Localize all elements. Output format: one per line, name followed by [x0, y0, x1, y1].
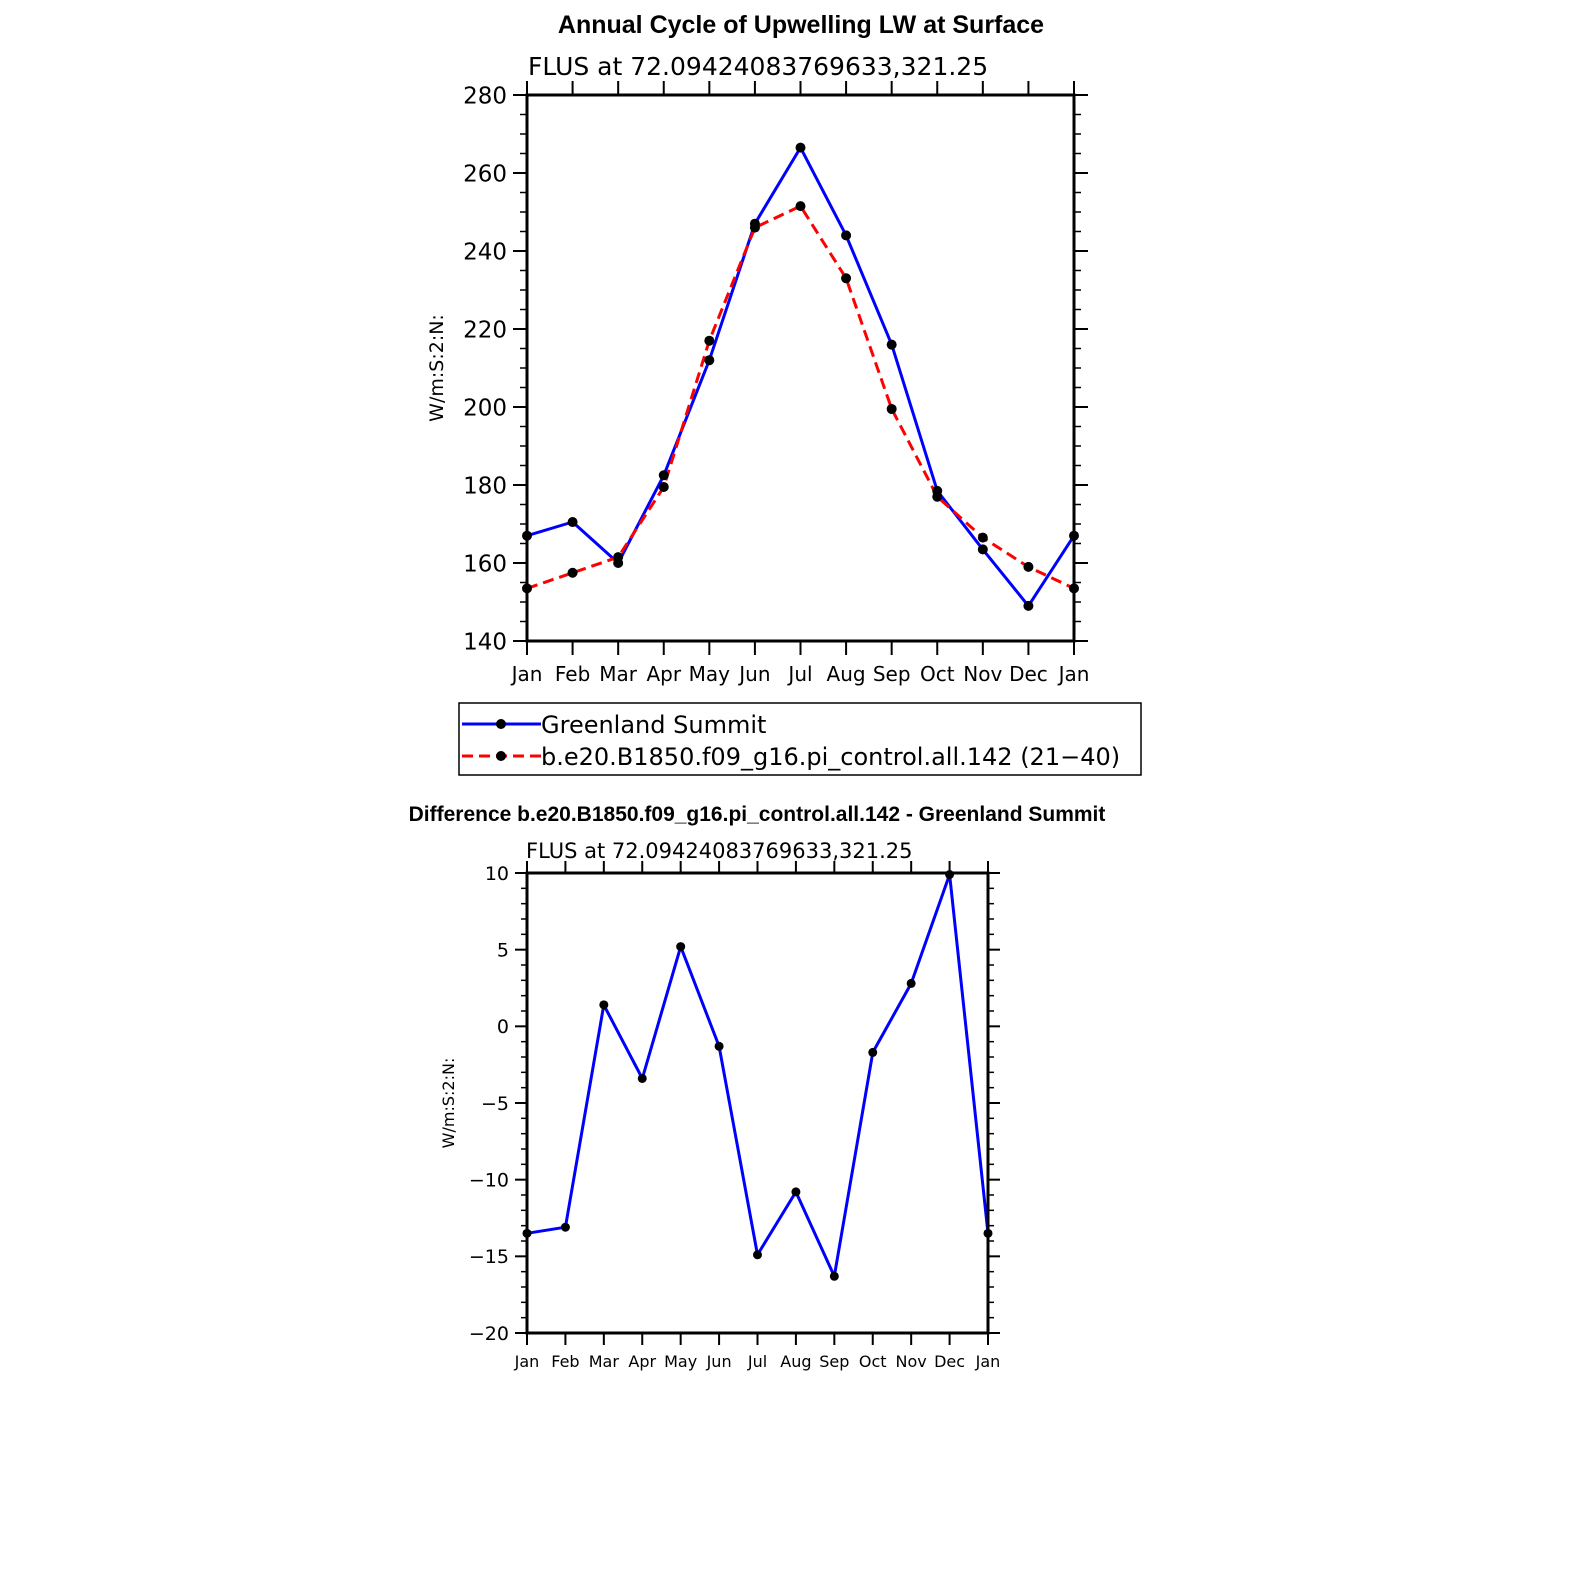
x-tick-label: Apr	[628, 1352, 657, 1371]
series-0-point	[568, 517, 578, 527]
series-0-point	[599, 1000, 608, 1009]
y-tick-label: 260	[463, 161, 507, 188]
series-0-point	[887, 340, 897, 350]
series-0-point	[841, 230, 851, 240]
x-tick-label: Jan	[511, 662, 543, 686]
y-tick-label: −15	[468, 1246, 509, 1269]
series-1-point	[704, 336, 714, 346]
x-tick-label: Apr	[646, 662, 682, 686]
chart-1-title: Annual Cycle of Upwelling LW at Surface	[557, 11, 1045, 39]
chart-1	[426, 11, 1141, 775]
series-line-1	[527, 206, 1074, 588]
x-tick-label: Aug	[780, 1352, 812, 1371]
y-tick-label: −10	[468, 1169, 509, 1192]
x-tick-label: Feb	[551, 1352, 580, 1371]
x-tick-label: Mar	[599, 662, 638, 686]
chart-1-y-axis-label: W/m:S:2:N:	[426, 314, 448, 422]
series-0-point	[978, 544, 988, 554]
chart-1-x-tick-labels	[510, 662, 1090, 686]
y-tick-label: −5	[480, 1092, 509, 1115]
y-tick-label: 280	[463, 83, 507, 110]
chart-1-subtitle: FLUS at 72.09424083769633,321.25	[528, 52, 989, 81]
series-0-point	[561, 1223, 570, 1232]
x-tick-label: Jun	[739, 662, 771, 686]
y-tick-label: 240	[463, 239, 507, 266]
series-1-point	[568, 568, 578, 578]
series-line-0	[527, 148, 1074, 606]
legend-label-control-run: b.e20.B1850.f09_g16.pi_control.all.142 (21−40)	[541, 743, 1121, 771]
x-tick-label: Nov	[895, 1352, 927, 1371]
x-tick-label: Aug	[826, 662, 866, 686]
legend-entry-control-run	[462, 743, 1120, 771]
y-tick-label: 160	[463, 551, 507, 578]
chart-2-series	[523, 870, 993, 1281]
x-tick-label: Feb	[554, 662, 591, 686]
y-tick-label: 140	[463, 629, 507, 656]
series-1-point	[932, 492, 942, 502]
series-1-point	[887, 404, 897, 414]
chart-1-legend	[459, 703, 1141, 775]
series-1-point	[796, 201, 806, 211]
series-0-point	[796, 143, 806, 153]
series-1-point	[750, 223, 760, 233]
chart-2-title: Difference b.e20.B1850.f09_g16.pi_control.all.142 - Greenland Summit	[408, 803, 1106, 826]
y-tick-label: 0	[496, 1016, 509, 1039]
y-tick-label: 200	[463, 395, 507, 422]
x-tick-label: Sep	[819, 1352, 850, 1371]
x-tick-label: Nov	[963, 662, 1003, 686]
y-tick-label: 5	[496, 939, 509, 962]
chart-2-plot-frame	[527, 873, 988, 1333]
x-tick-label: Oct	[919, 662, 955, 686]
x-tick-label: Dec	[934, 1352, 966, 1371]
x-tick-label: May	[664, 1352, 698, 1371]
series-0-point	[753, 1250, 762, 1259]
x-tick-label: Dec	[1009, 662, 1048, 686]
x-tick-label: Oct	[858, 1352, 887, 1371]
chart-2-x-tick-labels	[514, 1352, 1001, 1371]
x-tick-label: Mar	[588, 1352, 619, 1371]
chart-1-series	[522, 143, 1079, 611]
x-tick-label: Jan	[514, 1352, 540, 1371]
series-1-point	[1023, 562, 1033, 572]
chart-2-subtitle: FLUS at 72.09424083769633,321.25	[526, 839, 913, 863]
x-tick-label: Sep	[872, 662, 911, 686]
series-0-point	[1023, 601, 1033, 611]
legend-label-greenland-summit: Greenland Summit	[541, 711, 767, 739]
x-tick-label: Jan	[975, 1352, 1001, 1371]
series-1-point	[613, 552, 623, 562]
series-1-point	[978, 533, 988, 543]
series-0-point	[715, 1042, 724, 1051]
y-tick-label: −20	[468, 1322, 509, 1345]
x-tick-label: May	[688, 662, 731, 686]
legend-marker-control-run	[496, 751, 506, 761]
chart-2-y-tick-labels	[469, 863, 509, 1345]
series-0-point	[907, 979, 916, 988]
y-tick-label: 180	[463, 473, 507, 500]
chart-1-y-tick-labels	[463, 83, 507, 655]
x-tick-label: Jan	[1058, 662, 1090, 686]
series-line-0	[527, 875, 988, 1277]
series-0-point	[830, 1272, 839, 1281]
chart-2-y-axis-label: W/m:S:2:N:	[439, 1057, 458, 1149]
chart-1-ticks	[513, 81, 1088, 655]
series-0-point	[659, 470, 669, 480]
series-0-point	[704, 355, 714, 365]
series-0-point	[638, 1074, 647, 1083]
series-0-point	[676, 942, 685, 951]
x-tick-label: Jul	[788, 662, 813, 686]
y-tick-label: 10	[484, 862, 509, 885]
series-1-point	[659, 482, 669, 492]
x-tick-label: Jul	[747, 1352, 768, 1371]
legend-marker-greenland-summit	[496, 719, 506, 729]
series-1-point	[841, 273, 851, 283]
series-0-point	[791, 1187, 800, 1196]
series-0-point	[945, 870, 954, 879]
x-tick-label: Jun	[706, 1352, 732, 1371]
y-tick-label: 220	[463, 317, 507, 344]
chart-2	[409, 803, 1106, 1371]
series-0-point	[868, 1048, 877, 1057]
